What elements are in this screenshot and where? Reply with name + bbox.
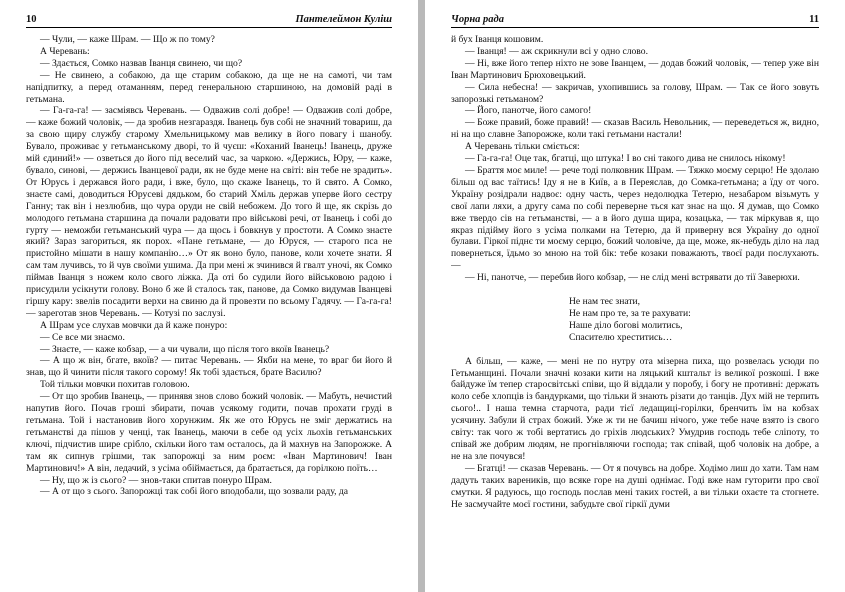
paragraph: — Ну, що ж із сього? — знов-таки спитав понуро Шрам. [40,474,272,486]
page-number: 11 [809,14,819,25]
poem-line: Спасителю хреститись… [569,331,673,343]
paragraph: — А що ж він, бгате, вкоїв? — питає Черевань. — Якби на мене, то враг би його й знав, що й чинити після такого сорому! Як тобі здається, брате Василю? [26,355,392,379]
left-page-header [26,13,392,28]
paragraph: — Знаєте, — каже кобзар, — а чи чували, що після того вкоїв Іванець? [40,343,330,355]
paragraph: — Га-га-га! Оце так, бгатці, що штука! І во сні такого дива не снилось нікому! [465,153,786,165]
paragraph: — Га-га-га! — засміявсь Черевань. — Одважив солі добре! — Одважив солі добре, — каже божий чоловік, — да зробив незгараздя. Іванець був собі не значний товариш, да за свою щиру службу старому Хмельницькому мав велику в його повагу і шанобу. Бувало, проживає у гетьманському дворі, то й чуєш: «Коханий Іванець! Іванець, друже мій єдиний!» — озветься до його під веселий час, за чаркою. «Держись, Юру, — каже, бувало, синові, — держись Іванцевої ради, як не буде мене на світі: він тебе не зрадить». От Юрусь і держався його ради, і вже, було, що скаже Іванець, то й свято. А Сомко, знаєте самі, доводиться Юрусеві дядьком, бо старий Хміль держав уперве його сестру Ганну; так він і незлюбив, що чура оруди не свій небожем. До того й ще, як скрізь до молодого гетьмана старшина да почали радовати про військові речі, от Іванець і собі до гурту — неможби гетьманський чура — да щось і бовкнув у простоти. А Сомко знаєте який? Зараз загориться, як порох. «Пане гетьмане, — до Юруся, — старого пса не пристойно мішати в нашу компанію…» От як воно було, панове, коли хочете знати. Я сам там лучивсь, то й чув своїми ушима. Да при мені ж зчинився й гвалт уночі, як Сомко піймав Іванця з ножем коло свого ліжка. Да оті бо судили його військовою радою і присудили усікнути голову. Воно б же й сталось так, панове, да Сомко видумав Іванцеві гіршу кару: звелів посадити верхи на свиню да й провезти по всьому Гадячу. — Га-га-га! — зареготав знов Черевань. — Котузі по заслузі. [26,105,392,319]
paragraph: — Бгатці! — сказав Черевань. — От я почувсь на добре. Ходімо лиш до хати. Там нам дадуть таких вареників, що всяке горе на душі однімає. Годі вже нам гуторити про свої смутки. Я радуюсь, що господь послав мені таких гостей, а ви тільки охаєте та стогнете. Не засмучайте моєї гостини, забудьте свої гіркії думи [451,462,819,510]
book-gutter [418,0,425,592]
paragraph: — Не свинею, а собакою, да ще старим собакою, да ще не на самоті, чи там напідпитку, а перед отаманням, перед генеральною старшиною, на домовій раді в гетьмана. [26,69,392,105]
paragraph: Той тільки мовчки похитав головою. [40,379,190,391]
paragraph: — Боже правий, боже правий! — сказав Василь Невольник, — переведеться ж, видно, ні на що славне Запорожже, коли такі гетьмани настали! [451,117,819,141]
paragraph: — Здається, Сомко назвав Іванця свинею, чи що? [40,57,243,69]
right-page [425,0,845,592]
paragraph: А Шрам усе слухав мовчки да й каже понуро: [40,319,228,331]
paragraph: — Іванця! — аж скрикнули всі у одно слово. [465,45,648,57]
paragraph: — Браття моє миле! — рече тоді полковник Шрам. — Тяжко моєму серцю! Не здолаю більш од вас таїтись! Ідy я не в Київ, а в Переяслав, до Сомка-гетьмана; а їду от чого. Україну розідрали надвоє: одну часть, через недолюдка Тетерю, незабаром візьмуть у свої лапи ляхи, а другу сама по собі переверне ться кат знає на що. Я думав, що Сомко вже твердо сів на гетьманстві, — а в його душа щира, козацька, — так міркував я, що якраз підійму його з усіма полками на Тетерю, да й приверну вся Україну до одної булави. Гіркої піднє ти моєму серцю, божий чоловіче, да ще, може, як-небудь діло на лад повернеться, їдьмо зо мною на той бік: тебе козаки поважають, твоєї ради послухають. — [451,164,819,272]
paragraph: А Черевань: [40,45,90,57]
poem-line: Нашe діло богові молитись, [569,319,683,331]
paragraph: А Черевань тільки сміється: [465,141,580,153]
paragraph: — Його, панотче, його самого! [465,105,592,117]
running-title: Чорна рада [451,14,505,25]
poem-line: Не нам теє знати, [569,296,641,308]
paragraph: — А от що з сього. Запорожці так собі його вподобали, що зозвали раду, да [40,486,349,498]
page-number: 10 [26,14,37,25]
left-page-body [26,34,392,592]
paragraph: — Се все ми знаємо. [40,331,125,343]
paragraph: — Чули, — каже Шрам. — Що ж по тому? [40,34,215,45]
left-page [0,0,418,592]
running-title: Пантелеймон Куліш [295,14,392,25]
right-page-body [451,34,819,592]
paragraph: А більш, — каже, — мені не по нутру ота мізерна пиха, що розвелась усюди по Гетьманщині. Почали значні козаки кити на ляцький кштальт із великої розкоші. І вже байдуже їм тепер старосвітські співи, що й віддали у поробу, і богу не противні: держать коло себе хлопців із бандурками, що тільки й знають різати до танців. Дух мій не терпить сього!.. І наша темна старчота, ради тієї ледащиці-горілки, бренчить їм на кобзах усячину. Забули й страх божий. Уже ж ти не бачиш нічого, уже тебе наче взято із свого світу: так чого ж тобі вертатись до гріхів людських? Умудрив господь тебе сліпоту, то співай же добрим людям, не прогнівляючи господа; так співай, щоб чоловік на добре, а не на зле почувся! [451,355,819,462]
paragraph: — Сила небесна! — закричав, ухопившись за голову, Шрам. — Так се його зовуть запорозькі гетьманом? [451,81,819,105]
right-page-header [451,13,819,28]
poem-stanza [569,296,819,344]
paragraph: — Ні, вже його тепер ніхто не зове Іванцем, — додав божий чоловік, — тепер уже він Іван Мартинович Брюховецький. [451,57,819,81]
paragraph-continuation: й бух Іванця кошовим. [451,34,544,45]
paragraph: — Ні, панотче, — перебив його кобзар, — не слід мені встрявати до тії Заверюхи. [465,272,800,284]
poem-line: Не нам про те, за те рахувати: [569,307,691,319]
paragraph: — От що зробив Іванець, — принявя знов слово божий чоловік. — Мабуть, нечистий напутив його. Почав гроші збирати, почав усякому годити, почав прохати груді в гетьмана. Той і настановив його хорунжим. Як же ото Юрусь не зміг держатись на гетьманстві да пішов у ченці, так Іванець, маючи в себе од усіх льохів гетьманських ключі, підчистив шире срібло, скільки його там осталось, да й махнув на Запорожже. А там як сипнув грішми, так запорожці за ним роєм: «Іван Мартинович! Іван Мартинович!» А він, ледачий, з усіма обіймається, да братається, да горілкою поїть… [26,391,392,474]
